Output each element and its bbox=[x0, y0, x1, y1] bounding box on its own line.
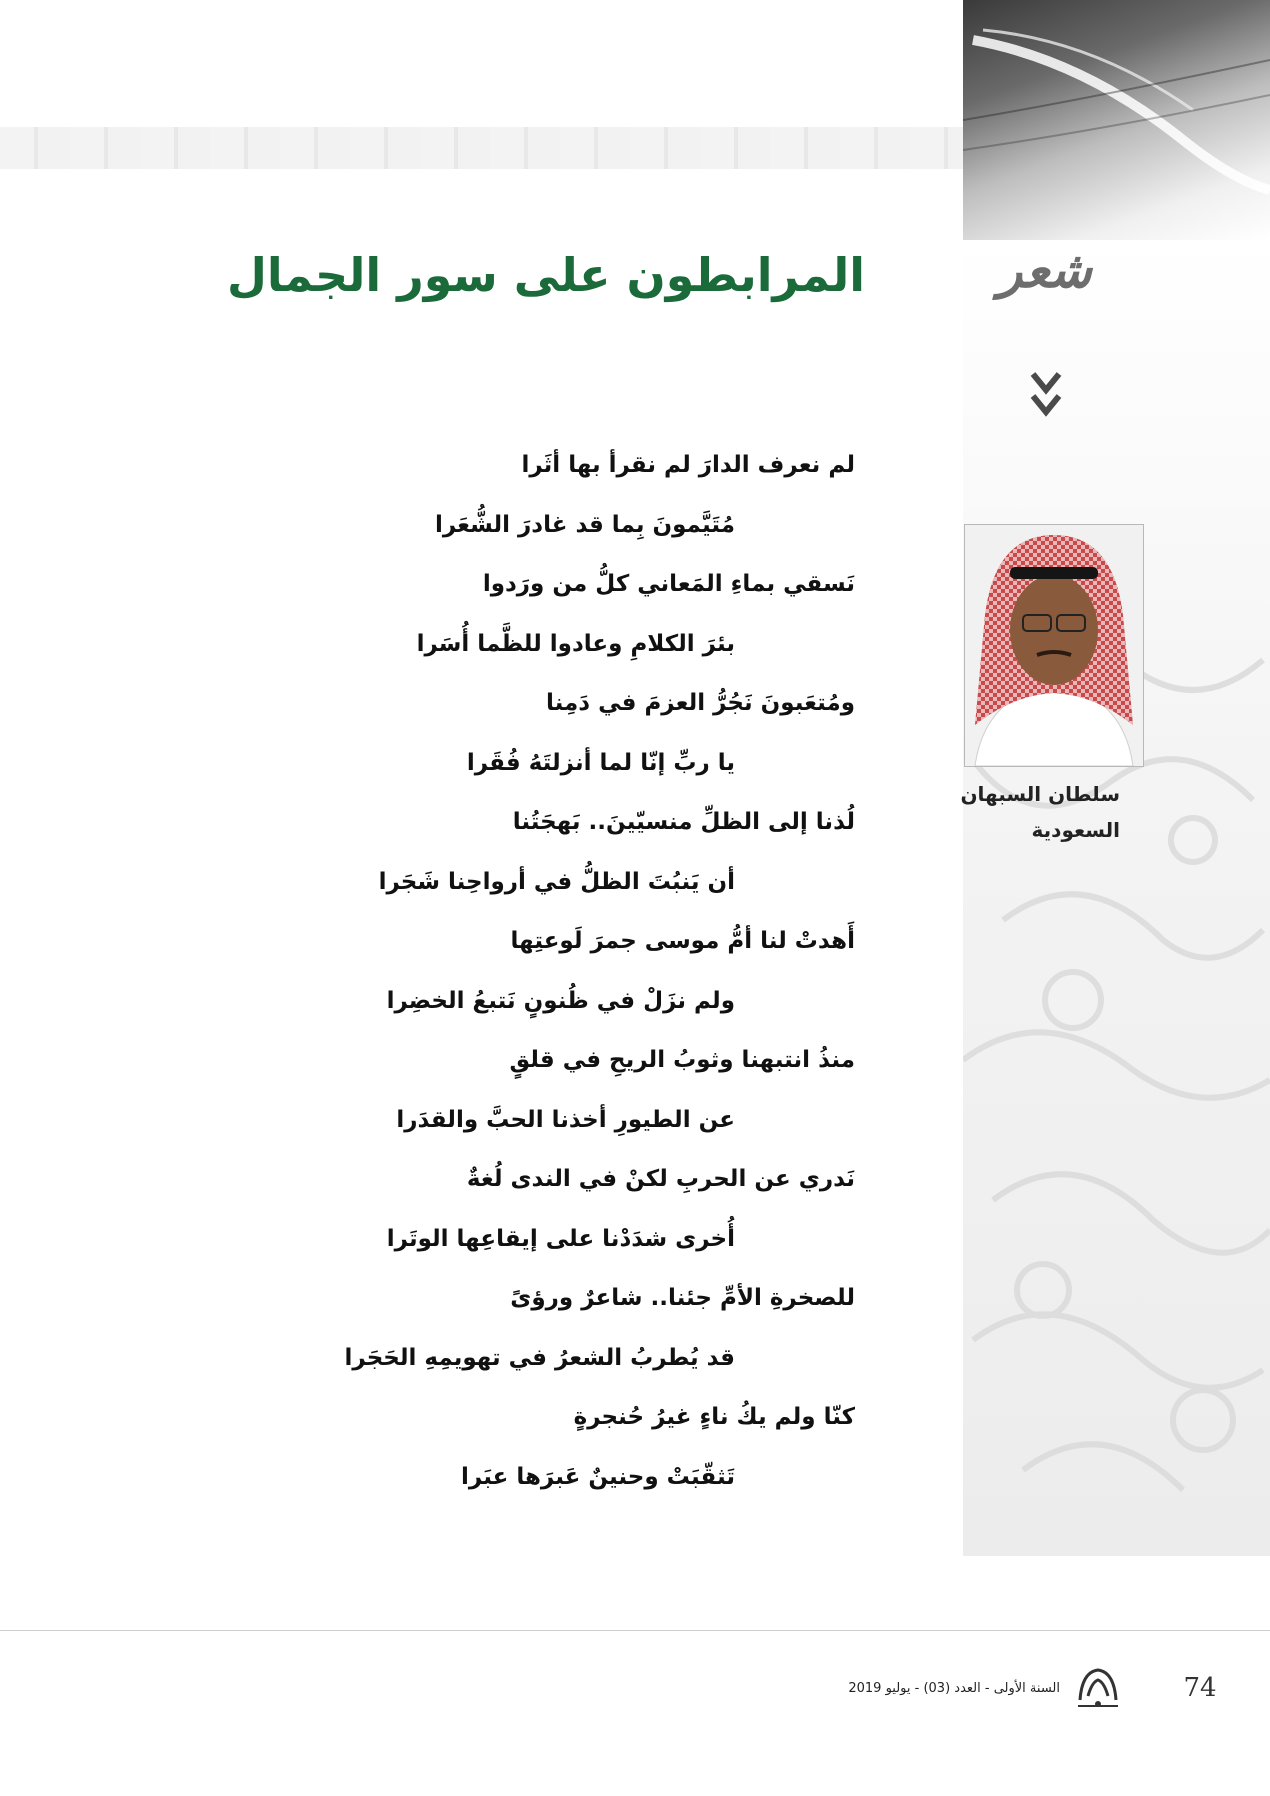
poem-line: منذُ انتبهنا وثوبُ الريحِ في قلقٍ bbox=[509, 1047, 855, 1073]
poem-line: أُخرى شدَدْنا على إيقاعِها الوتَرا bbox=[386, 1226, 735, 1252]
page-number: 74 bbox=[1183, 1673, 1217, 1703]
poem-line: مُتَيَّمونَ بِما قد غادرَ الشُّعَرا bbox=[434, 512, 735, 538]
poem-line: كنّا ولم يكُ ناءٍ غيرُ حُنجرةٍ bbox=[573, 1404, 855, 1430]
issue-info: السنة الأولى - العدد (03) - يوليو 2019 bbox=[848, 1681, 1060, 1696]
calligraphy-side-panel bbox=[963, 240, 1270, 1556]
poem-line: بئرَ الكلامِ وعادوا للظَّما أُسَرا bbox=[416, 631, 735, 657]
footer-divider bbox=[0, 1630, 1270, 1631]
poem-line: يا ربِّ إنّا لما أنزلتَهُ فُقَرا bbox=[466, 750, 735, 776]
poem-line: نَسقي بماءِ المَعاني كلُّ من ورَدوا bbox=[482, 571, 855, 597]
poem-line: ولم نزَلْ في ظُنونٍ نَتبعُ الخضِرا bbox=[386, 988, 735, 1014]
poem-line: قد يُطربُ الشعرُ في تهويمِهِ الحَجَرا bbox=[344, 1345, 735, 1371]
poem-line: أَهدتْ لنا أمُّ موسى جمرَ لَوعتِها bbox=[510, 928, 855, 954]
poem-line: أن يَنبُتَ الظلُّ في أرواحِنا شَجَرا bbox=[378, 869, 735, 895]
author-country: السعودية bbox=[1031, 818, 1120, 842]
poem-line: ومُتعَبونَ نَجُرُّ العزمَ في دَمِنا bbox=[546, 690, 855, 716]
author-name: سلطان السبهان bbox=[960, 782, 1120, 806]
double-chevron-down-icon bbox=[1030, 370, 1062, 422]
section-label: شعر bbox=[998, 240, 1092, 299]
author-photo bbox=[964, 524, 1144, 767]
poem-line: للصخرةِ الأمِّ جئنا.. شاعرٌ ورؤىً bbox=[510, 1285, 855, 1311]
feather-photo bbox=[963, 0, 1270, 240]
poem-line: تَثقّبَتْ وحنينٌ عَبرَها عبَرا bbox=[461, 1464, 735, 1490]
decorative-calligraphy-band bbox=[0, 127, 965, 169]
poem-line: لُذنا إلى الظلِّ منسيّينَ.. بَهجَتُنا bbox=[512, 809, 855, 835]
poem-line: نَدري عن الحربِ لكنْ في الندى لُغةٌ bbox=[466, 1166, 855, 1192]
poem-line: عن الطيورِ أخذنا الحبَّ والقدَرا bbox=[396, 1107, 735, 1133]
poem-title: المرابطون على سور الجمال bbox=[226, 248, 865, 302]
poem-line: لم نعرف الدارَ لم نقرأ بها أثَرا bbox=[521, 452, 855, 478]
magazine-logo bbox=[1072, 1660, 1124, 1712]
